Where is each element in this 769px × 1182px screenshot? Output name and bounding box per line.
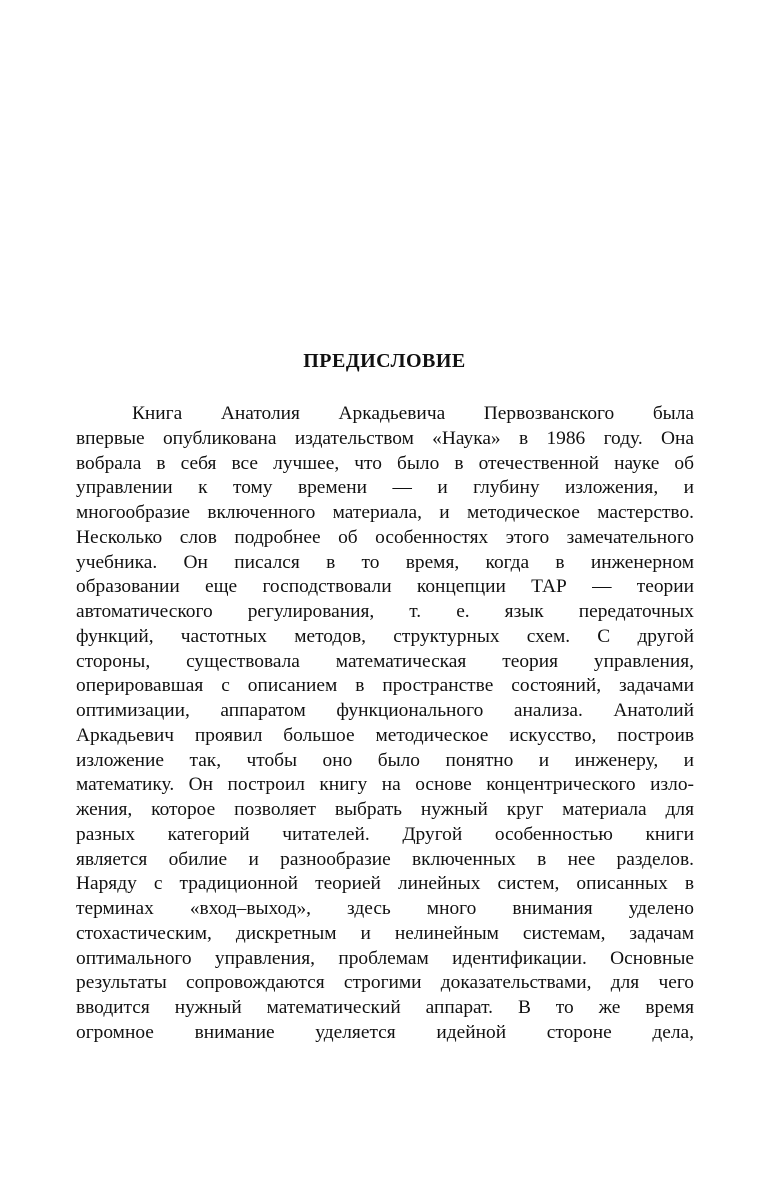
text-line: терминах «вход–выход», здесь много внимания уделено	[76, 898, 694, 919]
text-line: автоматического регулирования, т. е. язык передаточных	[76, 601, 694, 622]
text-line: стороны, существовала математическая теория управления,	[76, 650, 694, 672]
page-title: ПРЕДИСЛОВИЕ	[303, 350, 466, 372]
text-line: Аркадьевич проявил большое методическое искусство, построив	[76, 724, 694, 746]
text-line: оптимизации, аппаратом функционального анализа. Анатолий	[76, 700, 694, 721]
text-line: математику. Он построил книгу на основе концентрического изло-	[76, 774, 694, 796]
text-line: является обилие и разнообразие включенных в нее разделов.	[76, 848, 694, 870]
text-line: разных категорий читателей. Другой особенностью книги	[76, 823, 694, 845]
text-line: стохастическим, дискретным и нелинейным системам, задачам	[76, 922, 694, 944]
text-line: оперировавшая с описанием в пространстве состояний, задачами	[76, 675, 694, 697]
text-line: результаты сопровождаются строгими доказательствами, для чего	[76, 972, 694, 994]
text-line: Наряду с традиционной теорией линейных систем, описанных в	[76, 873, 694, 895]
text-line: функций, частотных методов, структурных схем. С другой	[76, 625, 694, 647]
text-line: жения, которое позволяет выбрать нужный круг материала для	[76, 799, 694, 820]
text-line: Несколько слов подробнее об особенностях этого замечательного	[76, 526, 694, 548]
text-line: оптимального управления, проблемам идентификации. Основные	[76, 947, 694, 969]
preface-text	[76, 402, 694, 1046]
text-line: изложение так, чтобы оно было понятно и инженеру, и	[76, 749, 694, 771]
text-line: многообразие включенного материала, и методическое мастерство.	[76, 502, 694, 523]
text-line: огромное внимание уделяется идейной стороне дела,	[76, 1021, 694, 1043]
text-line: вводится нужный математический аппарат. В то же время	[76, 997, 694, 1018]
text-line: учебника. Он писался в то время, когда в инженерном	[76, 551, 694, 573]
text-line: вобрала в себя все лучшее, что было в отечественной науке об	[76, 452, 694, 474]
text-line: образовании еще господствовали концепции ТАР — теории	[76, 576, 694, 598]
text-line: управлении к тому времени — и глубину изложения, и	[76, 477, 694, 499]
text-line: Книга Анатолия Аркадьевича Первозванского была	[132, 403, 694, 424]
text-line: впервые опубликована издательством «Наука» в 1986 году. Она	[76, 427, 694, 449]
